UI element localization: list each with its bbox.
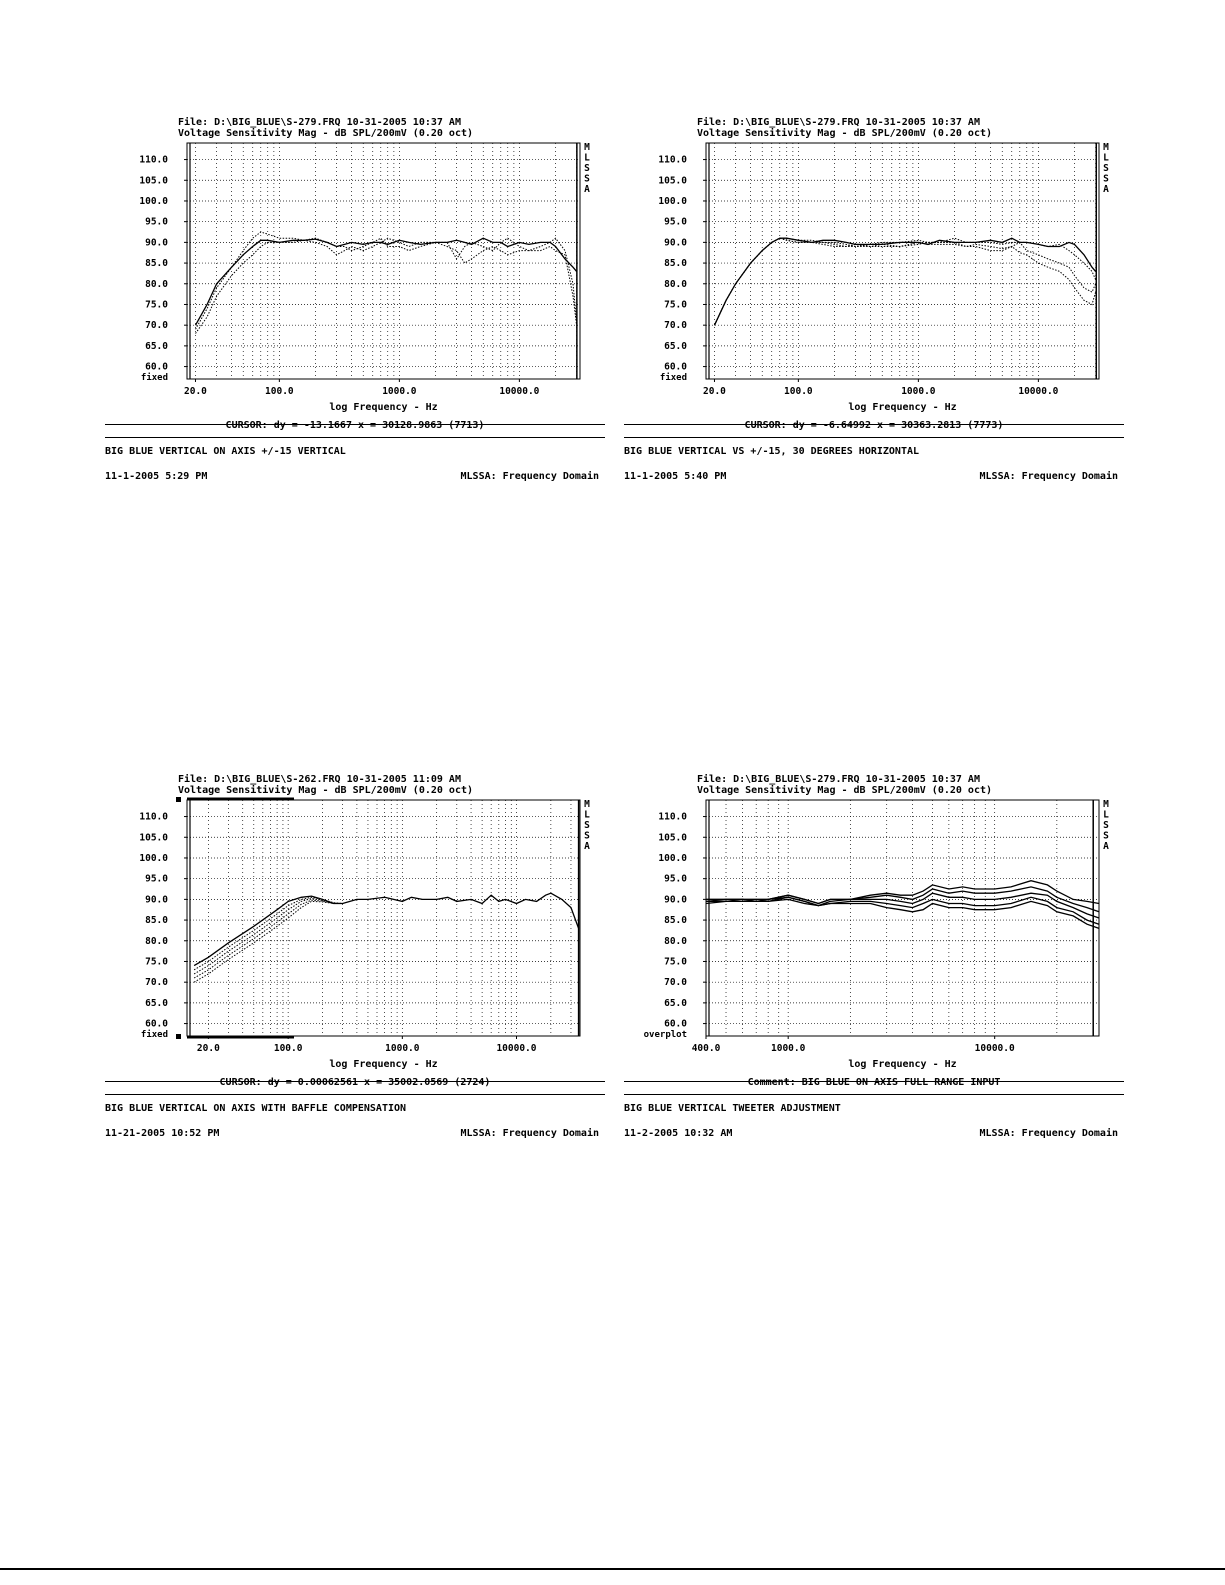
- chart-measure-header: Voltage Sensitivity Mag - dB SPL/200mV (0.20 oct): [697, 128, 993, 139]
- cursor-marker: [176, 797, 181, 802]
- y-tick-label: 80.0: [664, 278, 687, 290]
- side-label-letter: S: [584, 830, 590, 842]
- y-tick-label: 80.0: [145, 935, 168, 947]
- cursor-marker: [176, 1034, 181, 1039]
- series-line: [194, 901, 343, 982]
- y-tick-label: 100.0: [139, 852, 168, 864]
- y-tick-label: 105.0: [139, 175, 168, 187]
- side-label-letter: S: [1103, 830, 1109, 842]
- y-tick-label: 75.0: [664, 956, 687, 968]
- x-tick-label: 10000.0: [974, 1043, 1015, 1054]
- y-tick-label: 85.0: [145, 258, 168, 270]
- side-label-letter: A: [584, 184, 590, 195]
- side-label-letter: S: [1103, 163, 1109, 174]
- scale-mode-label: fixed: [659, 373, 687, 383]
- chart-caption: BIG BLUE VERTICAL ON AXIS +/-15 VERTICAL: [105, 446, 346, 457]
- chart-caption: BIG BLUE VERTICAL TWEETER ADJUSTMENT: [624, 1103, 841, 1114]
- scale-mode-label: overplot: [643, 1030, 687, 1040]
- chart-panel-3: [105, 774, 605, 1194]
- cursor-readout: CURSOR: dy = -13.1667 x = 30128.9863 (7713): [225, 420, 485, 431]
- y-tick-label: 95.0: [664, 216, 687, 228]
- side-label-letter: A: [1103, 841, 1109, 852]
- x-tick-label: 10000.0: [1018, 386, 1059, 397]
- timestamp: 11-1-2005 5:40 PM: [624, 471, 727, 482]
- chart-caption: BIG BLUE VERTICAL ON AXIS WITH BAFFLE COMPENSATION: [105, 1103, 407, 1114]
- plot-frame: [706, 143, 1099, 379]
- divider: [624, 1094, 1124, 1095]
- y-tick-label: 95.0: [145, 216, 168, 228]
- scale-mode-label: fixed: [140, 373, 168, 383]
- page-bottom-rule: [0, 1568, 1225, 1570]
- x-axis-label: log Frequency - Hz: [848, 1059, 957, 1070]
- y-tick-label: 90.0: [145, 894, 168, 906]
- side-label-letter: S: [1103, 820, 1109, 831]
- x-tick-label: 20.0: [184, 386, 207, 397]
- side-label-letter: A: [1103, 184, 1109, 195]
- y-tick-label: 60.0: [664, 361, 687, 373]
- x-axis-label: log Frequency - Hz: [329, 1059, 438, 1070]
- timestamp: 11-21-2005 10:52 PM: [105, 1128, 220, 1139]
- series-line: [194, 899, 343, 974]
- y-tick-label: 110.0: [139, 811, 168, 823]
- y-tick-label: 60.0: [145, 1018, 168, 1030]
- x-tick-label: 100.0: [265, 386, 294, 397]
- y-tick-label: 65.0: [664, 997, 687, 1009]
- y-tick-label: 85.0: [664, 258, 687, 270]
- scale-mode-label: fixed: [140, 1030, 168, 1040]
- y-tick-label: 60.0: [145, 361, 168, 373]
- y-tick-label: 60.0: [664, 1018, 687, 1030]
- series-line: [194, 893, 578, 965]
- timestamp: 11-1-2005 5:29 PM: [105, 471, 208, 482]
- chart-measure-header: Voltage Sensitivity Mag - dB SPL/200mV (0.20 oct): [178, 128, 474, 139]
- y-tick-label: 75.0: [664, 299, 687, 311]
- side-label-letter: L: [1103, 152, 1109, 164]
- y-tick-label: 105.0: [658, 832, 687, 844]
- side-label-letter: S: [584, 820, 590, 831]
- y-tick-label: 75.0: [145, 956, 168, 968]
- side-label-letter: L: [584, 152, 590, 164]
- x-tick-label: 1000.0: [385, 1043, 420, 1054]
- side-label-letter: S: [584, 163, 590, 174]
- y-tick-label: 110.0: [658, 154, 687, 166]
- y-tick-label: 80.0: [664, 935, 687, 947]
- side-label-letter: M: [1103, 799, 1109, 810]
- chart-panel-2: [624, 117, 1124, 537]
- side-label-letter: S: [1103, 173, 1109, 185]
- y-tick-label: 65.0: [664, 340, 687, 352]
- cursor-readout: CURSOR: dy = 0.00062561 x = 35002.0569 (2724): [219, 1077, 491, 1088]
- x-axis-label: log Frequency - Hz: [848, 402, 957, 413]
- chart-file-header: File: D:\BIG_BLUE\S-279.FRQ 10-31-2005 10:37 AM: [697, 117, 980, 128]
- software-label: MLSSA: Frequency Domain: [979, 471, 1118, 482]
- chart-panel-1: [105, 117, 605, 537]
- chart-plot: [624, 117, 1124, 417]
- chart-file-header: File: D:\BIG_BLUE\S-279.FRQ 10-31-2005 10:37 AM: [697, 774, 980, 785]
- x-tick-label: 10000.0: [499, 386, 540, 397]
- side-label-letter: A: [584, 841, 590, 852]
- y-tick-label: 110.0: [658, 811, 687, 823]
- plot-frame: [187, 143, 580, 379]
- y-tick-label: 70.0: [664, 977, 687, 989]
- x-tick-label: 1000.0: [771, 1043, 806, 1054]
- y-tick-label: 65.0: [145, 340, 168, 352]
- y-tick-label: 110.0: [139, 154, 168, 166]
- y-tick-label: 70.0: [664, 320, 687, 332]
- chart-file-header: File: D:\BIG_BLUE\S-279.FRQ 10-31-2005 10:37 AM: [178, 117, 461, 128]
- chart-plot: [105, 117, 605, 417]
- y-tick-label: 105.0: [139, 832, 168, 844]
- side-label-letter: M: [584, 142, 590, 153]
- x-tick-label: 100.0: [784, 386, 813, 397]
- y-tick-label: 95.0: [664, 873, 687, 885]
- timestamp: 11-2-2005 10:32 AM: [624, 1128, 733, 1139]
- comment-readout: Comment: BIG BLUE ON AXIS FULL RANGE INPUT: [747, 1077, 1001, 1088]
- plot-frame: [187, 800, 580, 1036]
- chart-panel-4: [624, 774, 1124, 1194]
- y-tick-label: 100.0: [139, 195, 168, 207]
- divider: [105, 1094, 605, 1095]
- y-tick-label: 100.0: [658, 195, 687, 207]
- x-tick-label: 1000.0: [901, 386, 936, 397]
- series-line: [194, 900, 343, 978]
- chart-plot: [105, 774, 605, 1074]
- y-tick-label: 70.0: [145, 320, 168, 332]
- plot-frame: [706, 800, 1099, 1036]
- y-tick-label: 90.0: [664, 237, 687, 249]
- x-tick-label: 10000.0: [496, 1043, 537, 1054]
- y-tick-label: 95.0: [145, 873, 168, 885]
- y-tick-label: 85.0: [145, 915, 168, 927]
- cursor-readout: CURSOR: dy = -6.64992 x = 30363.2813 (7773): [744, 420, 1004, 431]
- chart-measure-header: Voltage Sensitivity Mag - dB SPL/200mV (0.20 oct): [178, 785, 474, 796]
- side-label-letter: L: [584, 809, 590, 821]
- y-tick-label: 80.0: [145, 278, 168, 290]
- software-label: MLSSA: Frequency Domain: [979, 1128, 1118, 1139]
- side-label-letter: S: [584, 173, 590, 185]
- y-tick-label: 65.0: [145, 997, 168, 1009]
- y-tick-label: 105.0: [658, 175, 687, 187]
- divider: [105, 437, 605, 438]
- x-tick-label: 1000.0: [382, 386, 417, 397]
- x-tick-label: 100.0: [273, 1043, 303, 1054]
- y-tick-label: 90.0: [145, 237, 168, 249]
- x-tick-label: 400.0: [691, 1043, 721, 1054]
- software-label: MLSSA: Frequency Domain: [460, 471, 599, 482]
- series-line: [194, 897, 343, 970]
- software-label: MLSSA: Frequency Domain: [460, 1128, 599, 1139]
- chart-caption: BIG BLUE VERTICAL VS +/-15, 30 DEGREES HORIZONTAL: [624, 446, 920, 457]
- chart-plot: [624, 774, 1124, 1074]
- y-tick-label: 70.0: [145, 977, 168, 989]
- y-tick-label: 75.0: [145, 299, 168, 311]
- side-label-letter: M: [584, 799, 590, 810]
- x-tick-label: 20.0: [196, 1043, 220, 1054]
- side-label-letter: L: [1103, 809, 1109, 821]
- chart-file-header: File: D:\BIG_BLUE\S-262.FRQ 10-31-2005 11:09 AM: [178, 774, 461, 785]
- y-tick-label: 85.0: [664, 915, 687, 927]
- y-tick-label: 100.0: [658, 852, 687, 864]
- chart-measure-header: Voltage Sensitivity Mag - dB SPL/200mV (0.20 oct): [697, 785, 993, 796]
- y-tick-label: 90.0: [664, 894, 687, 906]
- divider: [624, 437, 1124, 438]
- x-tick-label: 20.0: [703, 386, 726, 397]
- series-line: [706, 899, 1099, 928]
- side-label-letter: M: [1103, 142, 1109, 153]
- x-axis-label: log Frequency - Hz: [329, 402, 438, 413]
